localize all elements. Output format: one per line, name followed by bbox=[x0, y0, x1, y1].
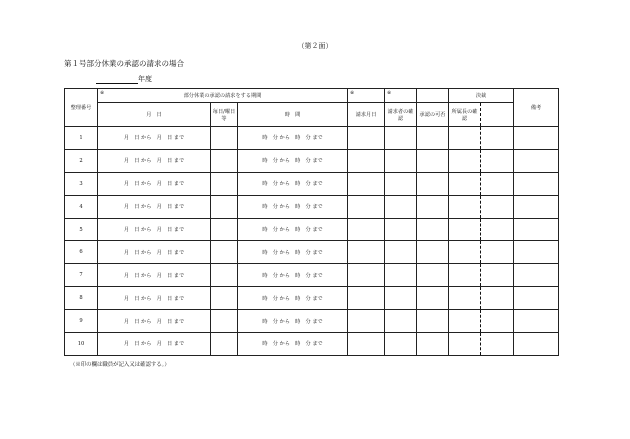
requester-confirm-cell[interactable] bbox=[385, 218, 417, 241]
date-range-cell[interactable]: 月 日 から 月 日 まで bbox=[98, 195, 211, 218]
time-range-cell[interactable]: 時 分 から 時 分 まで bbox=[238, 333, 348, 356]
department-head-cell[interactable] bbox=[449, 264, 481, 287]
time-range-cell[interactable]: 時 分 から 時 分 まで bbox=[238, 241, 348, 264]
remarks-cell[interactable] bbox=[514, 172, 559, 195]
date-range-cell[interactable]: 月 日 から 月 日 まで bbox=[98, 241, 211, 264]
decision-cell[interactable] bbox=[481, 195, 514, 218]
approval-cell[interactable] bbox=[417, 333, 449, 356]
header-decision-blank bbox=[481, 103, 514, 127]
header-blank bbox=[417, 89, 449, 103]
footnote: （※印の欄は職員が記入又は確認する。） bbox=[70, 362, 170, 368]
decision-cell[interactable] bbox=[481, 149, 514, 172]
requester-confirm-cell[interactable] bbox=[385, 287, 417, 310]
weekday-cell[interactable] bbox=[211, 333, 238, 356]
header-request-date: 請求月日 bbox=[348, 103, 385, 127]
request-date-cell[interactable] bbox=[348, 333, 385, 356]
department-head-cell[interactable] bbox=[449, 195, 481, 218]
approval-cell[interactable] bbox=[417, 149, 449, 172]
request-date-cell[interactable] bbox=[348, 149, 385, 172]
row-number: 8 bbox=[65, 287, 98, 310]
table-row bbox=[65, 264, 559, 287]
row-number: 3 bbox=[65, 172, 98, 195]
department-head-cell[interactable] bbox=[449, 241, 481, 264]
decision-cell[interactable] bbox=[481, 241, 514, 264]
date-range-cell[interactable]: 月 日 から 月 日 まで bbox=[98, 218, 211, 241]
row-number: 7 bbox=[65, 264, 98, 287]
requester-confirm-cell[interactable] bbox=[385, 149, 417, 172]
weekday-cell[interactable] bbox=[211, 264, 238, 287]
header-mark-request: ※ bbox=[348, 89, 385, 103]
request-date-cell[interactable] bbox=[348, 172, 385, 195]
date-range-cell[interactable]: 月 日 から 月 日 まで bbox=[98, 127, 211, 150]
decision-cell[interactable] bbox=[481, 310, 514, 333]
mark-asterisk: ※ bbox=[100, 90, 105, 96]
row-number: 10 bbox=[65, 333, 98, 356]
decision-cell[interactable] bbox=[481, 172, 514, 195]
table-row bbox=[65, 149, 559, 172]
remarks-cell[interactable] bbox=[514, 218, 559, 241]
weekday-cell[interactable] bbox=[211, 127, 238, 150]
period-title-text: 部分休業の承認の請求をする期間 bbox=[183, 93, 262, 99]
time-range-cell[interactable]: 時 分 から 時 分 まで bbox=[238, 218, 348, 241]
page-number-label: （第２面） bbox=[297, 42, 333, 50]
time-range-cell[interactable]: 時 分 から 時 分 まで bbox=[238, 287, 348, 310]
requester-confirm-cell[interactable] bbox=[385, 310, 417, 333]
table-row bbox=[65, 310, 559, 333]
table-row bbox=[65, 195, 559, 218]
request-date-cell[interactable] bbox=[348, 310, 385, 333]
header-period-title bbox=[98, 89, 348, 103]
date-range-cell[interactable]: 月 日 から 月 日 まで bbox=[98, 333, 211, 356]
approval-cell[interactable] bbox=[417, 218, 449, 241]
requester-confirm-cell[interactable] bbox=[385, 333, 417, 356]
row-number: 4 bbox=[65, 195, 98, 218]
date-range-cell[interactable]: 月 日 から 月 日 まで bbox=[98, 149, 211, 172]
approval-cell[interactable] bbox=[417, 241, 449, 264]
weekday-cell[interactable] bbox=[211, 172, 238, 195]
time-range-cell[interactable]: 時 分 から 時 分 まで bbox=[238, 127, 348, 150]
department-head-cell[interactable] bbox=[449, 287, 481, 310]
decision-cell[interactable] bbox=[481, 287, 514, 310]
decision-cell[interactable] bbox=[481, 333, 514, 356]
department-head-cell[interactable] bbox=[449, 310, 481, 333]
table-row bbox=[65, 241, 559, 264]
remarks-cell[interactable] bbox=[514, 310, 559, 333]
date-range-cell[interactable]: 月 日 から 月 日 まで bbox=[98, 310, 211, 333]
partial-leave-request-table bbox=[64, 88, 559, 356]
remarks-cell[interactable] bbox=[514, 264, 559, 287]
header-remarks: 備考 bbox=[514, 89, 559, 127]
row-number: 9 bbox=[65, 310, 98, 333]
requester-confirm-cell[interactable] bbox=[385, 172, 417, 195]
department-head-cell[interactable] bbox=[449, 218, 481, 241]
weekday-cell[interactable] bbox=[211, 218, 238, 241]
row-number: 6 bbox=[65, 241, 98, 264]
request-date-cell[interactable] bbox=[348, 195, 385, 218]
weekday-cell[interactable] bbox=[211, 149, 238, 172]
header-department-head: 所属長の確認 bbox=[449, 103, 481, 127]
request-date-cell[interactable] bbox=[348, 264, 385, 287]
approval-cell[interactable] bbox=[417, 195, 449, 218]
requester-confirm-cell[interactable] bbox=[385, 264, 417, 287]
table-row bbox=[65, 172, 559, 195]
header-weekday: 毎日/曜日等 bbox=[211, 103, 238, 127]
table-row bbox=[65, 127, 559, 150]
fiscal-year-line bbox=[96, 74, 152, 84]
department-head-cell[interactable] bbox=[449, 127, 481, 150]
header-requester-confirm: 請求者の確認 bbox=[385, 103, 417, 127]
form-title: 第１号部分休業の承認の請求の場合 bbox=[64, 59, 184, 68]
requester-confirm-cell[interactable] bbox=[385, 127, 417, 150]
remarks-cell[interactable] bbox=[514, 195, 559, 218]
table-row bbox=[65, 287, 559, 310]
row-number: 5 bbox=[65, 218, 98, 241]
department-head-cell[interactable] bbox=[449, 149, 481, 172]
remarks-cell[interactable] bbox=[514, 241, 559, 264]
row-number: 1 bbox=[65, 127, 98, 150]
header-mark-confirm: ※ bbox=[385, 89, 417, 103]
row-number: 2 bbox=[65, 149, 98, 172]
header-decision: 決裁 bbox=[449, 89, 514, 103]
requester-confirm-cell[interactable] bbox=[385, 195, 417, 218]
request-date-cell[interactable] bbox=[348, 127, 385, 150]
approval-cell[interactable] bbox=[417, 172, 449, 195]
request-date-cell[interactable] bbox=[348, 218, 385, 241]
weekday-cell[interactable] bbox=[211, 195, 238, 218]
date-range-cell[interactable]: 月 日 から 月 日 まで bbox=[98, 172, 211, 195]
header-month-day: 月 日 bbox=[98, 103, 211, 127]
table-row bbox=[65, 333, 559, 356]
remarks-cell[interactable] bbox=[514, 287, 559, 310]
table-row bbox=[65, 218, 559, 241]
approval-cell[interactable] bbox=[417, 287, 449, 310]
department-head-cell[interactable] bbox=[449, 333, 481, 356]
requester-confirm-cell[interactable] bbox=[385, 241, 417, 264]
remarks-cell[interactable] bbox=[514, 127, 559, 150]
weekday-cell[interactable] bbox=[211, 241, 238, 264]
remarks-cell[interactable] bbox=[514, 333, 559, 356]
header-serial-no: 整理番号 bbox=[65, 89, 98, 127]
department-head-cell[interactable] bbox=[449, 172, 481, 195]
approval-cell[interactable] bbox=[417, 310, 449, 333]
request-date-cell[interactable] bbox=[348, 287, 385, 310]
decision-cell[interactable] bbox=[481, 218, 514, 241]
header-time: 時 間 bbox=[238, 103, 348, 127]
time-range-cell[interactable]: 時 分 から 時 分 まで bbox=[238, 172, 348, 195]
approval-cell[interactable] bbox=[417, 264, 449, 287]
time-range-cell[interactable]: 時 分 から 時 分 まで bbox=[238, 264, 348, 287]
decision-cell[interactable] bbox=[481, 264, 514, 287]
date-range-cell[interactable]: 月 日 から 月 日 まで bbox=[98, 264, 211, 287]
time-range-cell[interactable]: 時 分 から 時 分 まで bbox=[238, 149, 348, 172]
year-suffix: 年度 bbox=[138, 75, 152, 83]
time-range-cell[interactable]: 時 分 から 時 分 まで bbox=[238, 310, 348, 333]
year-blank-field[interactable] bbox=[96, 75, 138, 84]
time-range-cell[interactable]: 時 分 から 時 分 まで bbox=[238, 195, 348, 218]
header-approval: 承認の可否 bbox=[417, 103, 449, 127]
decision-cell[interactable] bbox=[481, 127, 514, 150]
approval-cell[interactable] bbox=[417, 127, 449, 150]
weekday-cell[interactable] bbox=[211, 310, 238, 333]
request-date-cell[interactable] bbox=[348, 241, 385, 264]
weekday-cell[interactable] bbox=[211, 287, 238, 310]
remarks-cell[interactable] bbox=[514, 149, 559, 172]
date-range-cell[interactable]: 月 日 から 月 日 まで bbox=[98, 287, 211, 310]
